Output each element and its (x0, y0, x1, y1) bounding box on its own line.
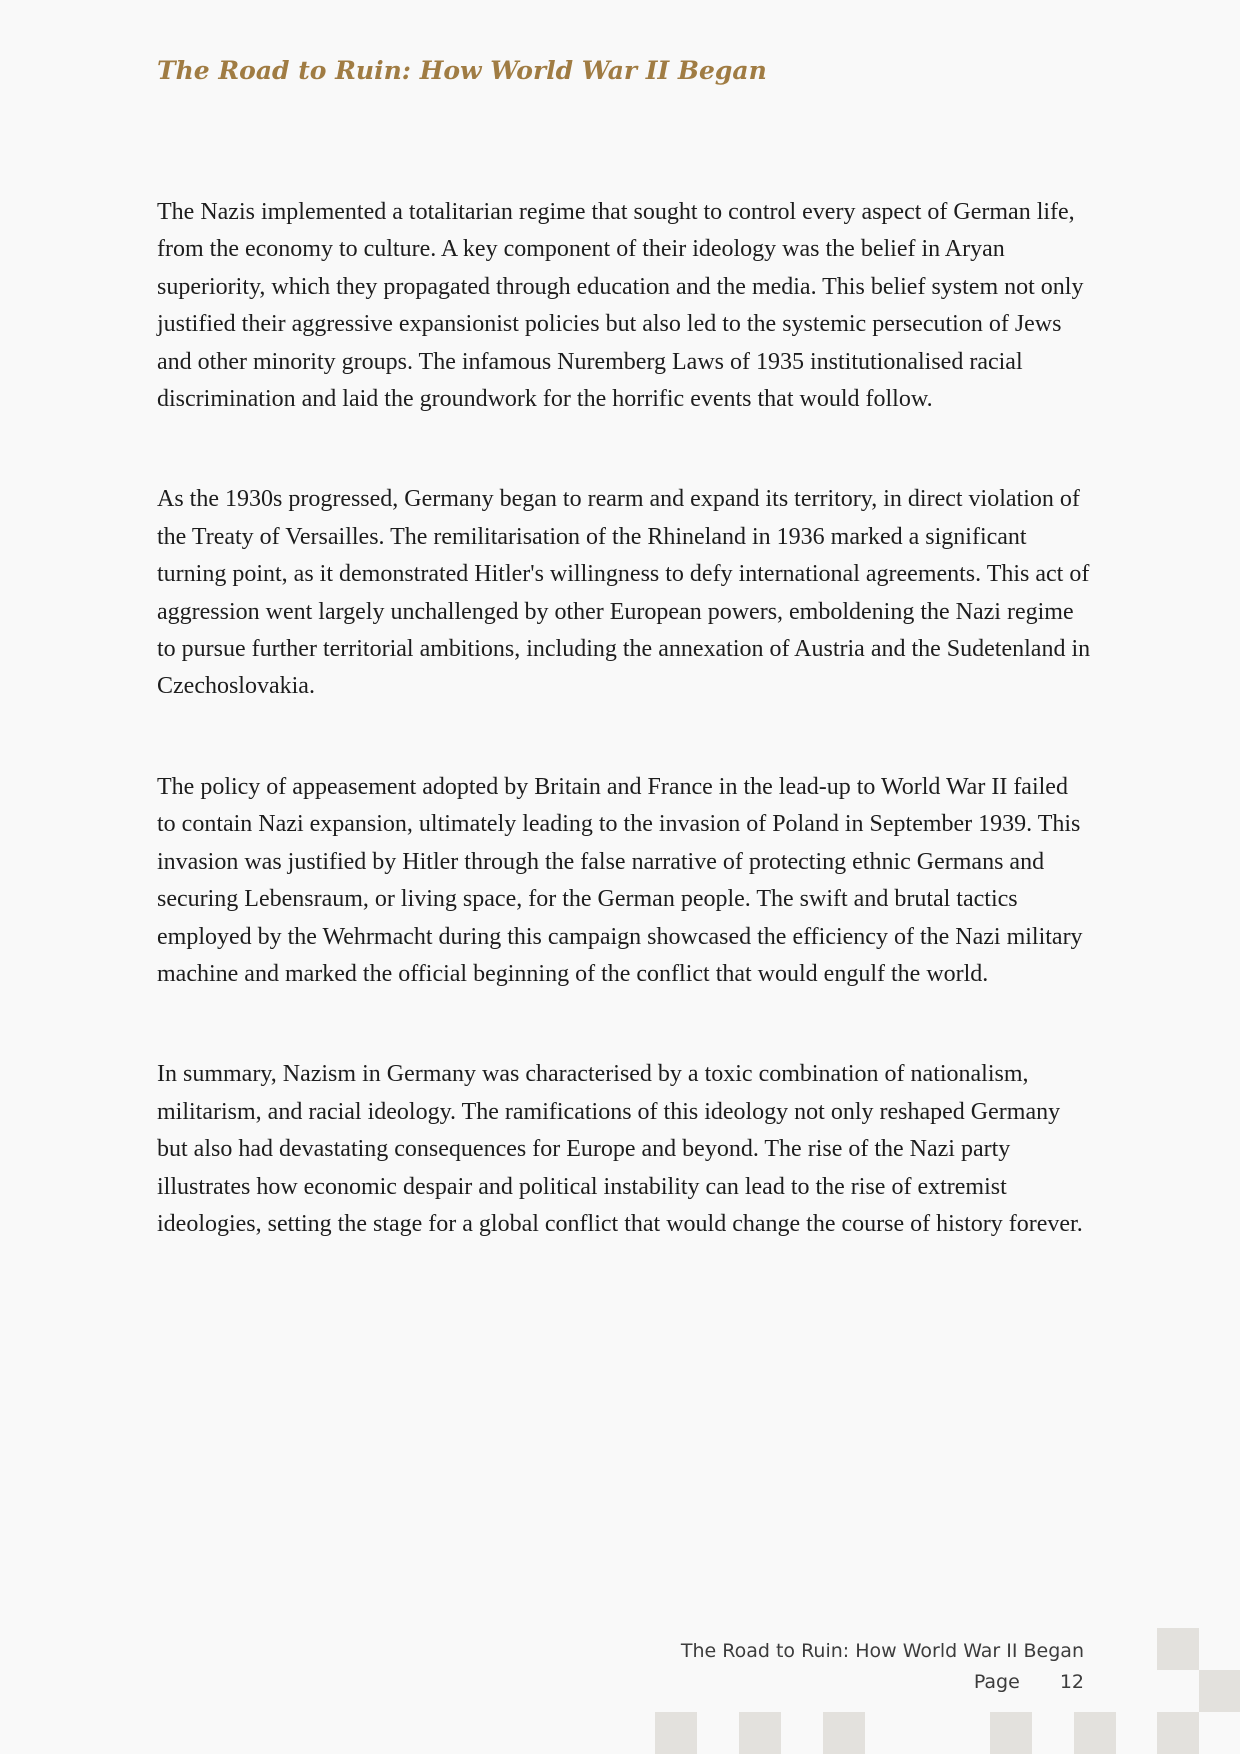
paragraph: In summary, Nazism in Germany was characterised by a toxic combination of nationalism, militarism, and racial ideology. The ramifications of this ideology not only reshaped Germany but also had devastating consequences for Europe and beyond. The rise of the Nazi party illustrates how economic despair and political instability can lead to the rise of extremist ideologies, setting the stage for a global conflict that would change the course of history forever. (157, 1061, 1083, 1237)
decor-block (990, 1712, 1032, 1754)
running-header-title: The Road to Ruin: How World War II Began (157, 56, 767, 85)
page-number: 12 (1059, 1671, 1084, 1693)
paragraph: The Nazis implemented a totalitarian regime that sought to control every aspect of German life, from the economy to culture. A key component of their ideology was the belief in Aryan superiority, which they propagated through education and the media. This belief system not only justified their aggressive expansionist policies but also led to the systemic persecution of Jews and other minority groups. The infamous Nuremberg Laws of 1935 institutionalised racial discrimination and laid the groundwork for the horrific events that would follow. (157, 199, 1084, 413)
decor-block (739, 1712, 781, 1754)
decor-block (1199, 1670, 1240, 1712)
decor-block (655, 1712, 697, 1754)
paragraph: As the 1930s progressed, Germany began to rearm and expand its territory, in direct violation of the Treaty of Versailles. The remilitarisation of the Rhineland in 1936 marked a significant turning point, as it demonstrated Hitler's willingness to defy international agreements. This act of aggression went largely unchallenged by other European powers, emboldening the Nazi regime to pursue further territorial ambitions, including the annexation of Austria and the Sudetenland in Czechoslovakia. (157, 486, 1091, 700)
decor-block (1157, 1712, 1199, 1754)
decor-block (1074, 1712, 1116, 1754)
footer-title: The Road to Ruin: How World War II Began (680, 1640, 1084, 1662)
paragraph: The policy of appeasement adopted by Britain and France in the lead-up to World War II failed to contain Nazi expansion, ultimately leading to the invasion of Poland in September 1939. This invasion was justified by Hitler through the false narrative of protecting ethnic Germans and securing Lebensraum, or living space, for the German people. The swift and brutal tactics employed by the Wehrmacht during this campaign showcased the efficiency of the Nazi military machine and marked the official beginning of the conflict that would engulf the world. (157, 773, 1083, 987)
decor-block (1157, 1628, 1199, 1670)
body-text (157, 194, 1092, 1306)
footer-page-number (974, 1671, 1084, 1693)
page-label: Page (973, 1671, 1020, 1693)
decor-block (823, 1712, 865, 1754)
